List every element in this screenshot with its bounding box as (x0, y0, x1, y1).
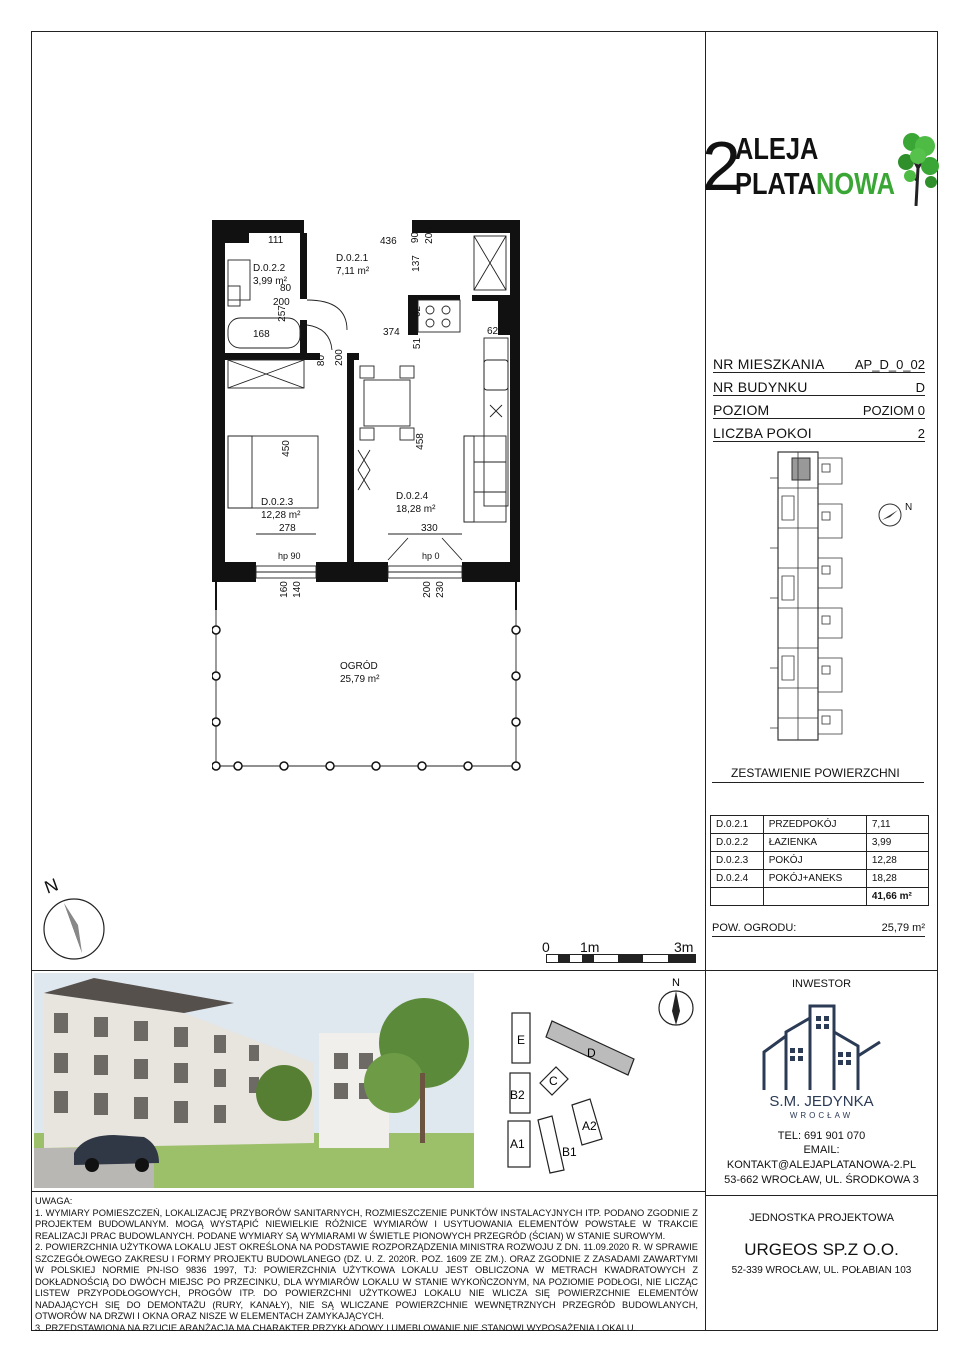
dim-140: 140 (291, 581, 303, 598)
garden-area-value: 25,79 m² (881, 922, 925, 934)
notes-divider (31, 1191, 706, 1192)
dim-374: 374 (383, 327, 400, 338)
info-label: NR BUDYNKU (713, 379, 808, 395)
dim-450: 450 (280, 440, 292, 457)
room-label-hall (336, 252, 369, 278)
total-area: 41,66 m² (866, 888, 928, 906)
site-north-letter: N (672, 977, 680, 989)
dim-200d: 200 (421, 581, 433, 598)
dim-51: 51 (412, 337, 424, 350)
room-area: 3,99 (866, 834, 928, 852)
building-rendering (34, 973, 474, 1188)
floor-plan (212, 220, 524, 772)
compass-small-letter: N (905, 502, 913, 513)
room-code: D.0.2.2 (253, 263, 286, 274)
dim-160: 160 (278, 581, 290, 598)
area-table (710, 815, 929, 906)
notes-title: UWAGA: (35, 1196, 73, 1206)
dim-80a: 80 (280, 283, 292, 294)
summary-title: ZESTAWIENIE POWIERZCHNI (731, 766, 900, 780)
scale-bar (546, 954, 696, 964)
site-label-d: D (587, 1046, 596, 1060)
room-area: 7,11 (866, 816, 928, 834)
room-label-garden (340, 660, 379, 686)
dim-62b: 62 (487, 326, 499, 337)
investor-email-label: EMAIL: (803, 1144, 840, 1156)
room-label-living (396, 490, 435, 516)
dim-168: 168 (253, 329, 270, 340)
investor-email: KONTAKT@ALEJAPLATANOWA-2.PL (726, 1159, 917, 1171)
dim-137: 137 (410, 255, 422, 272)
site-label-e: E (517, 1033, 526, 1047)
logo-number: 2 (702, 127, 739, 205)
dim-278: 278 (279, 523, 296, 534)
site-label-c: C (549, 1074, 558, 1088)
room-code: OGRÓD (340, 661, 378, 672)
info-value: 2 (917, 426, 925, 441)
investor-tel: TEL: 691 901 070 (777, 1130, 866, 1142)
key-plan (770, 448, 860, 744)
site-label-a2: A2 (582, 1119, 597, 1133)
dim-458: 458 (414, 433, 426, 450)
room-code: D.0.2.3 (711, 852, 764, 870)
investor-city: WROCŁAW (789, 1111, 854, 1120)
site-label-a1: A1 (510, 1137, 525, 1151)
room-area: 25,79 m² (340, 674, 380, 685)
designer-address: 52-339 WROCŁAW, UL. POŁABIAN 103 (731, 1265, 912, 1276)
dim-200a: 200 (423, 227, 435, 244)
dim-80b: 80 (316, 354, 328, 367)
dim-hp90: hp 90 (278, 551, 301, 561)
dim-200b: 200 (273, 297, 290, 308)
north-letter: N (41, 874, 61, 898)
room-area: 12,28 m² (261, 510, 301, 521)
info-value: AP_D_0_02 (854, 357, 925, 372)
room-area: 18,28 m² (396, 504, 436, 515)
dim-111: 111 (268, 235, 284, 246)
garden-area-label: POW. OGRODU: (712, 922, 797, 934)
garden-area-row (712, 922, 925, 937)
dim-436: 436 (380, 236, 397, 247)
scale-label-0: 0 (542, 939, 550, 955)
logo-line2-b: NOWA (815, 166, 896, 201)
table-row (711, 834, 929, 852)
room-code: D.0.2.4 (711, 870, 764, 888)
room-name: PRZEDPOKÓJ (763, 816, 866, 834)
room-area: 7,11 m² (336, 266, 370, 277)
room-area: 3,99 m² (253, 276, 287, 287)
note-2: 2. POWIERZCHNIA UŻYTKOWA LOKALU JEST OKREŚLONA NA PODSTAWIE ROZPORZĄDZENIA MINISTRA ROZWOJU Z DN. 11.09.2020 R. W SPRAWIE SZCZEGÓŁOWEGO ZAKRESU I FORMY PROJEKTU BUDOWLANEGO (DZ. U. Z. 2020R. POZ. 1609 ZE ZM.). ORAZ ZGODNIE Z ZASADAMI ZAWARTYMI W POLSKIEJ NORMIE PN-ISO 9836 1997, TJ: POWIERZCHNIA UŻYTKOWA LOKALU JEST OBLICZONA W METRACH KWADRATOWYCH Z DOKŁADNOŚCIĄ DO DWÓCH MIEJSC PO PRZECINKU, DLA WYMIARÓW LOKALU W STANIE WYKOŃCZONYM, NA POZIOMIE PODŁOGI, NIE LICZĄC LISTEW PRZYPODŁOGOWYCH, PROGÓW ITP. DO POWIERZCHNI UŻYTKOWEJ LOKALU NIE WLICZA SIĘ POWIERZCHNIE ELEMENTÓW NADAJĄCYCH SIĘ DO DEMONTAŻU (RURY, KANAŁY), NIE SĄ WLICZANE POWIERZCHNIE WEWNĘTRZNYCH PRZEGRÓD BUDOWLANYCH, OTWORÓW NA DRZWI I OKNA ORAZ NISZE W ELEMENTACH ZAMYKAJĄCYCH. (35, 1242, 698, 1321)
investor-title: INWESTOR (791, 978, 852, 990)
info-label: POZIOM (713, 402, 770, 418)
notes (35, 1196, 698, 1334)
info-row-building (713, 373, 925, 396)
info-value: D (915, 380, 925, 395)
table-row (711, 816, 929, 834)
room-code: D.0.2.1 (711, 816, 764, 834)
designer-divider (705, 1195, 938, 1196)
room-area: 18,28 (866, 870, 928, 888)
table-row (711, 870, 929, 888)
bottom-section-divider (31, 970, 938, 971)
site-label-b1: B1 (562, 1145, 577, 1159)
room-code: D.0.2.3 (261, 497, 294, 508)
logo-line2-a: PLATA (735, 166, 816, 201)
summary-title-underline (712, 782, 924, 783)
investor-logo-icon (762, 1002, 882, 1092)
dim-90: 90 (410, 231, 422, 244)
dim-62a: 62 (412, 305, 424, 318)
info-label: LICZBA POKOI (713, 425, 812, 441)
investor-company: S.M. JEDYNKA (769, 1093, 874, 1110)
room-code: D.0.2.1 (336, 253, 369, 264)
dim-330: 330 (421, 523, 438, 534)
dim-200c: 200 (333, 349, 345, 366)
table-total-row (711, 888, 929, 906)
info-label: NR MIESZKANIA (713, 356, 825, 372)
dim-hp0: hp 0 (422, 551, 440, 561)
room-label-bedroom (261, 496, 300, 522)
room-name: ŁAZIENKA (763, 834, 866, 852)
logo (700, 127, 940, 210)
table-row (711, 852, 929, 870)
room-area: 12,28 (866, 852, 928, 870)
room-code: D.0.2.4 (396, 491, 429, 502)
room-name: POKÓJ (763, 852, 866, 870)
designer-title: JEDNOSTKA PROJEKTOWA (749, 1212, 894, 1224)
scale-label-1m: 1m (580, 939, 600, 955)
tree-icon (898, 128, 940, 206)
dim-257: 257 (276, 305, 288, 322)
scale-label-3m: 3m (674, 939, 694, 955)
dim-230: 230 (434, 581, 446, 598)
room-name: POKÓJ+ANEKS (763, 870, 866, 888)
info-row-rooms (713, 419, 925, 442)
logo-line1: ALEJA (735, 131, 819, 166)
note-3: 3. PRZEDSTAWIONA NA RZUCIE ARANŻACJA MA CHARAKTER PRZYKŁADOWY I UMEBLOWANIE NIE STANOWI WYPOSAŻENIA LOKALU. (35, 1322, 637, 1333)
logo-line2 (735, 167, 895, 201)
site-label-b2: B2 (510, 1088, 525, 1102)
info-row-apartment (713, 350, 925, 373)
investor-address: 53-662 WROCŁAW, UL. ŚRODKOWA 3 (724, 1174, 919, 1186)
note-1: 1. WYMIARY POMIESZCZEŃ, LOKALIZACJĘ PRZYBORÓW SANITARNYCH, ROZMIESZCZENIE PUNKTÓW INSTALACYJNYCH ITP. PODANO ZGODNIE Z PROJEKTEM BUDOWLANYM. MOGĄ WYSTĄPIĆ NIEWIELKIE RÓŻNICE WYMIARÓW I USYTUOWANIA ELEMENTÓW POWSTAŁE W TRAKCIE REALIZACJI PRAC BUDOWLANYCH. PODANE WYMIARY SĄ WYMIARAMI W ŚWIETLE PIONOWYCH PRZEGRÓD (ŚCIAN) W STANIE SUROWYM. (35, 1207, 698, 1241)
info-value: POZIOM 0 (862, 403, 925, 418)
designer-name: URGEOS SP.Z O.O. (744, 1240, 899, 1259)
site-plan (490, 975, 705, 1185)
room-code: D.0.2.2 (711, 834, 764, 852)
info-row-level (713, 396, 925, 419)
